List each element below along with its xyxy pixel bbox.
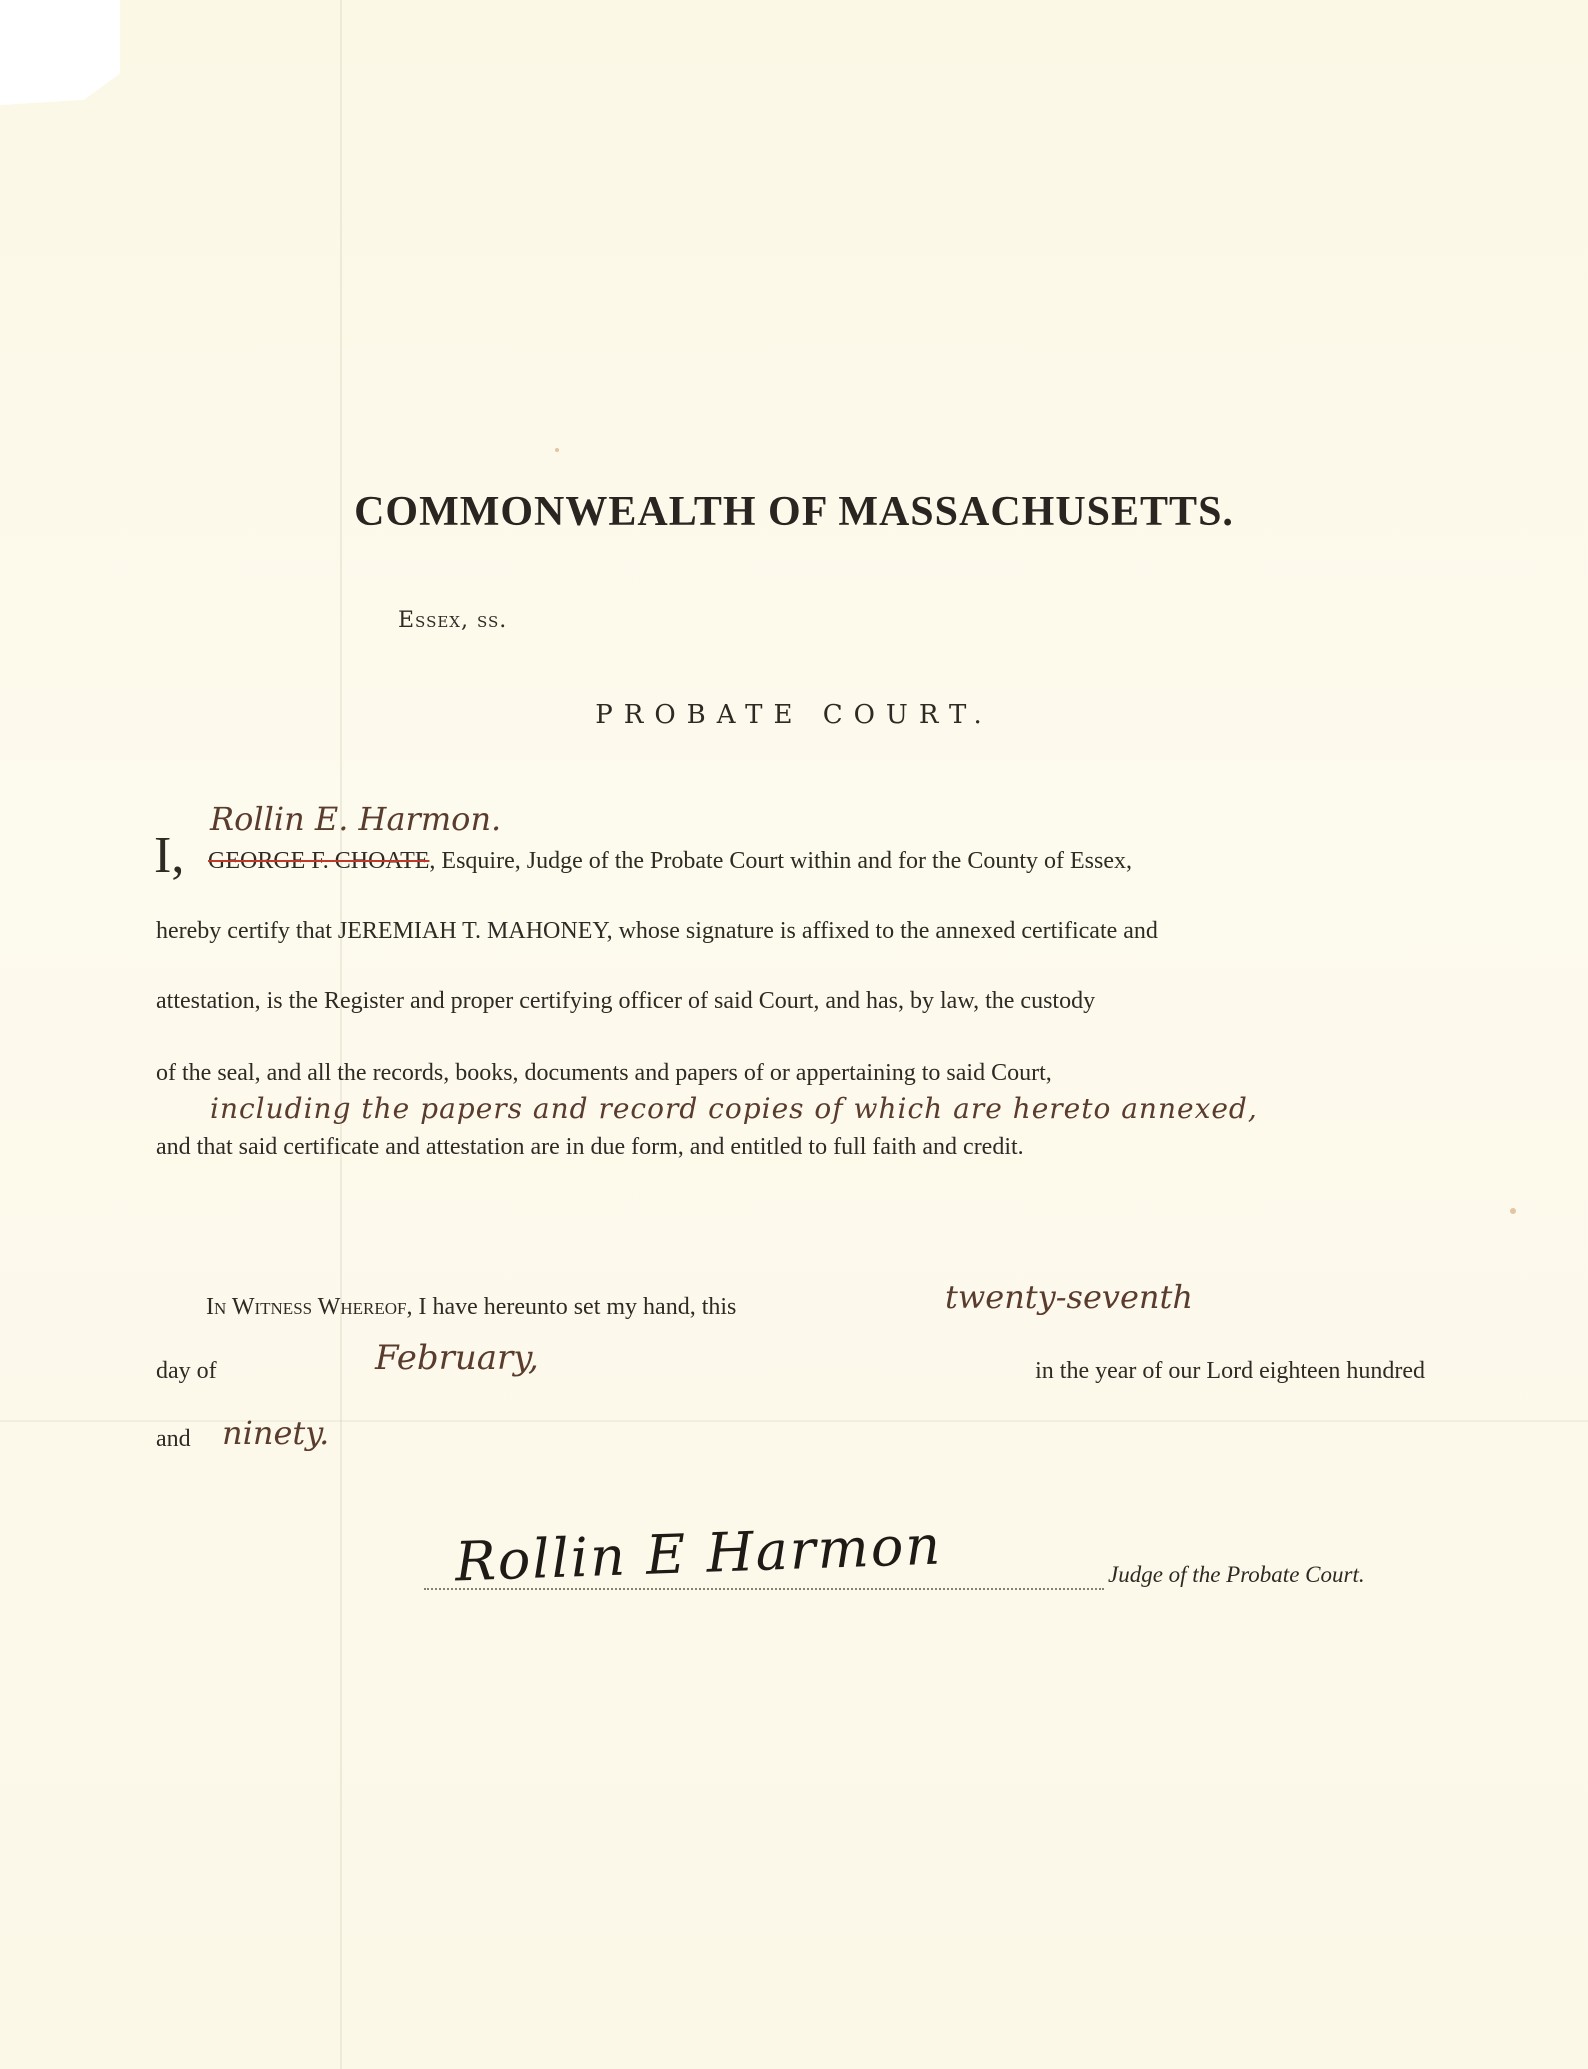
certificate-line-1 [208, 848, 1424, 875]
certificate-line-1-text: , Esquire, Judge of the Probate Court within and for the County of Essex, [429, 848, 1132, 874]
witness-line [206, 1294, 906, 1321]
handwritten-month: February, [375, 1338, 539, 1378]
handwritten-day: twenty-seventh [945, 1278, 1193, 1316]
judge-signature: Rollin E Harmon [454, 1513, 944, 1594]
court-heading: PROBATE COURT. [595, 700, 993, 730]
signature-line [424, 1588, 1104, 1590]
certificate-line-5: and that said certificate and attestation are in due form, and entitled to full faith and credit. [156, 1134, 1024, 1160]
handwritten-judge-name: Rollin E. Harmon. [210, 800, 502, 838]
certificate-line-2: hereby certify that JEREMIAH T. MAHONEY, whose signature is affixed to the annexed certificate and [156, 918, 1158, 944]
handwritten-insert: including the papers and record copies of which are hereto annexed, [210, 1092, 1258, 1125]
witness-prefix: In Witness Whereof, [206, 1294, 413, 1320]
county-venue: Essex, ss. [398, 608, 508, 633]
certificate-line-4: of the seal, and all the records, books, documents and papers of or appertaining to said Court, [156, 1060, 1052, 1086]
document-title: COMMONWEALTH OF MASSACHUSETTS. [354, 489, 1234, 535]
handwritten-year: ninety. [222, 1414, 330, 1452]
witness-text: I have hereunto set my hand, this [418, 1294, 737, 1320]
day-of-label: day of [156, 1358, 217, 1384]
year-text: in the year of our Lord eighteen hundred [1035, 1358, 1425, 1384]
paper-stain [1510, 1208, 1516, 1214]
and-label: and [156, 1426, 191, 1452]
certificate-line-3: attestation, is the Register and proper certifying officer of said Court, and has, by law, the custody [156, 988, 1096, 1014]
torn-corner [0, 0, 120, 105]
struck-name: GEORGE F. CHOATE [208, 848, 430, 874]
opening-letter: I, [154, 827, 185, 884]
fold-crease-vertical [340, 0, 342, 2069]
judge-title: Judge of the Probate Court. [1108, 1562, 1365, 1587]
paper-stain [555, 448, 559, 452]
